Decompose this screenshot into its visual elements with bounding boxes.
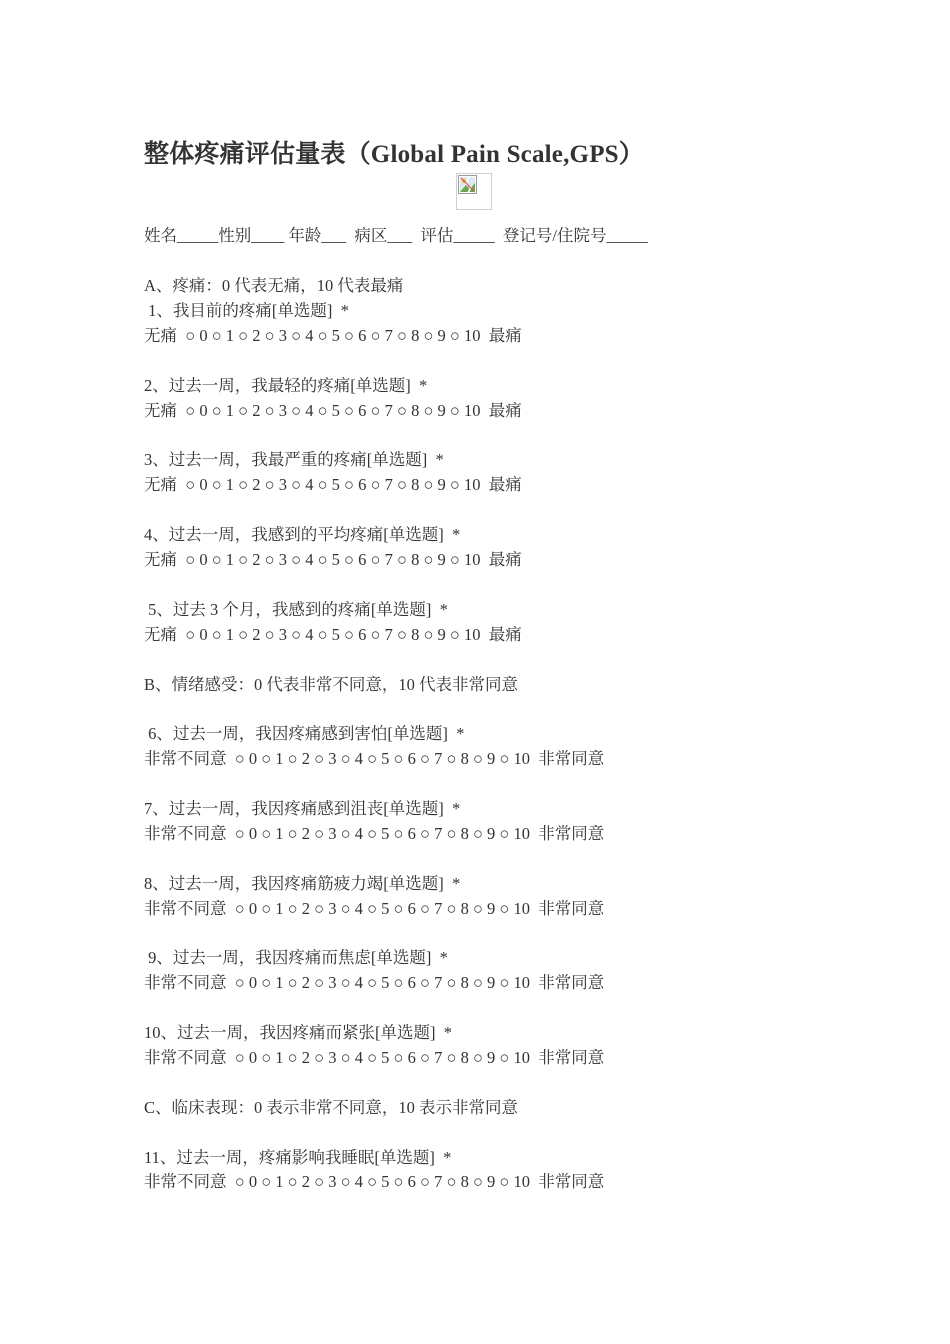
question-2-scale[interactable]: 无痛 ○ 0 ○ 1 ○ 2 ○ 3 ○ 4 ○ 5 ○ 6 ○ 7 ○ 8 ○ 9 ○ 10 最痛 bbox=[144, 401, 522, 420]
page-title: 整体疼痛评估量表（Global Pain Scale,GPS） bbox=[144, 141, 644, 168]
question-5: 5、过去 3 个月，我感到的疼痛[单选题] * bbox=[144, 600, 448, 619]
question-6-scale[interactable]: 非常不同意 ○ 0 ○ 1 ○ 2 ○ 3 ○ 4 ○ 5 ○ 6 ○ 7 ○ 8 ○ 9 ○ 10 非常同意 bbox=[144, 749, 605, 768]
question-4-scale[interactable]: 无痛 ○ 0 ○ 1 ○ 2 ○ 3 ○ 4 ○ 5 ○ 6 ○ 7 ○ 8 ○ 9 ○ 10 最痛 bbox=[144, 550, 522, 569]
question-10: 10、过去一周，我因疼痛而紧张[单选题] * bbox=[144, 1023, 452, 1042]
question-1-scale[interactable]: 无痛 ○ 0 ○ 1 ○ 2 ○ 3 ○ 4 ○ 5 ○ 6 ○ 7 ○ 8 ○ 9 ○ 10 最痛 bbox=[144, 326, 522, 345]
question-9: 9、过去一周，我因疼痛而焦虑[单选题] * bbox=[144, 948, 448, 967]
question-1: 1、我目前的疼痛[单选题] * bbox=[144, 301, 349, 320]
section-b-heading: B、情绪感受：0 代表非常不同意，10 代表非常同意 bbox=[144, 675, 519, 694]
question-7: 7、过去一周，我因疼痛感到沮丧[单选题] * bbox=[144, 799, 461, 818]
question-3-scale[interactable]: 无痛 ○ 0 ○ 1 ○ 2 ○ 3 ○ 4 ○ 5 ○ 6 ○ 7 ○ 8 ○ 9 ○ 10 最痛 bbox=[144, 475, 522, 494]
question-6: 6、过去一周，我因疼痛感到害怕[单选题] * bbox=[144, 724, 465, 743]
question-3: 3、过去一周，我最严重的疼痛[单选题] * bbox=[144, 450, 444, 469]
question-8: 8、过去一周，我因疼痛筋疲力竭[单选题] * bbox=[144, 874, 461, 893]
question-8-scale[interactable]: 非常不同意 ○ 0 ○ 1 ○ 2 ○ 3 ○ 4 ○ 5 ○ 6 ○ 7 ○ 8 ○ 9 ○ 10 非常同意 bbox=[144, 899, 605, 918]
question-4: 4、过去一周，我感到的平均疼痛[单选题] * bbox=[144, 525, 461, 544]
question-9-scale[interactable]: 非常不同意 ○ 0 ○ 1 ○ 2 ○ 3 ○ 4 ○ 5 ○ 6 ○ 7 ○ 8 ○ 9 ○ 10 非常同意 bbox=[144, 973, 605, 992]
question-2: 2、过去一周，我最轻的疼痛[单选题] * bbox=[144, 376, 428, 395]
question-7-scale[interactable]: 非常不同意 ○ 0 ○ 1 ○ 2 ○ 3 ○ 4 ○ 5 ○ 6 ○ 7 ○ 8 ○ 9 ○ 10 非常同意 bbox=[144, 824, 605, 843]
patient-info-line: 姓名_____性别____ 年龄___ 病区___ 评估_____ 登记号/住院号_____ bbox=[144, 226, 648, 245]
question-10-scale[interactable]: 非常不同意 ○ 0 ○ 1 ○ 2 ○ 3 ○ 4 ○ 5 ○ 6 ○ 7 ○ 8 ○ 9 ○ 10 非常同意 bbox=[144, 1048, 605, 1067]
section-a-heading: A、疼痛：0 代表无痛，10 代表最痛 bbox=[144, 276, 404, 295]
broken-image-icon bbox=[456, 173, 492, 210]
question-5-scale[interactable]: 无痛 ○ 0 ○ 1 ○ 2 ○ 3 ○ 4 ○ 5 ○ 6 ○ 7 ○ 8 ○ 9 ○ 10 最痛 bbox=[144, 625, 522, 644]
question-11-scale[interactable]: 非常不同意 ○ 0 ○ 1 ○ 2 ○ 3 ○ 4 ○ 5 ○ 6 ○ 7 ○ 8 ○ 9 ○ 10 非常同意 bbox=[144, 1172, 605, 1191]
section-c-heading: C、临床表现：0 表示非常不同意，10 表示非常同意 bbox=[144, 1098, 519, 1117]
question-11: 11、过去一周，疼痛影响我睡眠[单选题] * bbox=[144, 1148, 452, 1167]
